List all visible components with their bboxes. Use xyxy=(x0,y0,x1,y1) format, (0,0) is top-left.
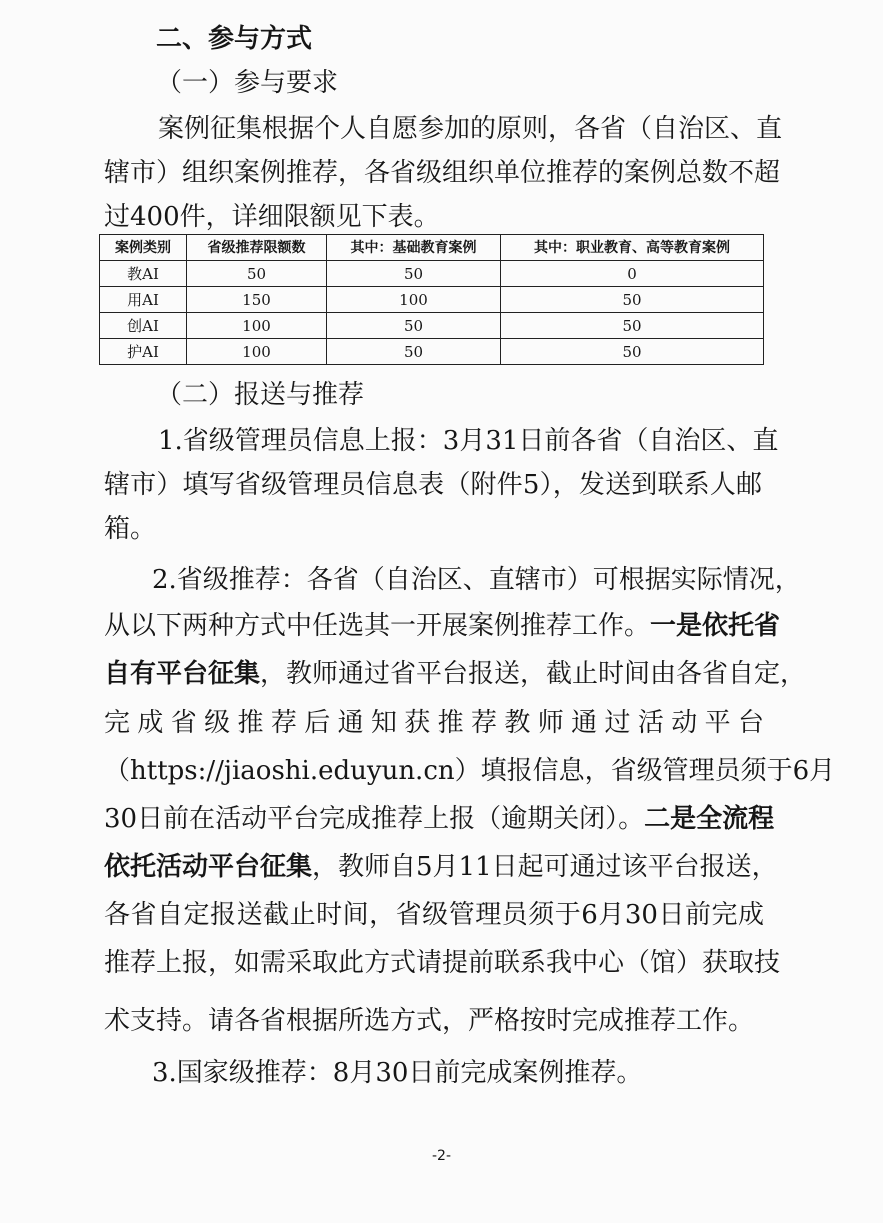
table-row xyxy=(100,313,764,339)
table-row xyxy=(100,261,764,287)
paragraph-line: 案例征集根据个人自愿参加的原则，各省（自治区、直 xyxy=(158,114,783,144)
bold-text: 一是依托省 xyxy=(650,611,781,641)
table-header-cell: 省级推荐限额数 xyxy=(187,235,327,261)
bold-text: 依托活动平台征集 xyxy=(104,852,313,882)
text-span: ，教师通过省平台报送，截止时间由各省自定， xyxy=(260,659,807,689)
table-cell: 100 xyxy=(187,313,327,339)
paragraph-line: 辖市）组织案例推荐，各省级组织单位推荐的案例总数不超 xyxy=(104,158,781,188)
table-cell: 100 xyxy=(187,339,327,365)
text-span: ，教师自5月11日起可通过该平台报送， xyxy=(312,852,778,882)
paragraph-line xyxy=(104,657,807,691)
table-cell: 教AI xyxy=(100,261,187,287)
table-cell: 50 xyxy=(501,339,764,365)
text-span: 从以下两种方式中任选其一开展案例推荐工作。 xyxy=(104,611,651,641)
table-cell: 50 xyxy=(327,313,501,339)
quota-table xyxy=(99,234,764,365)
paragraph-line xyxy=(104,850,778,884)
paragraph-line: 各省自定报送截止时间，省级管理员须于6月30日前完成 xyxy=(104,900,764,930)
table-cell: 50 xyxy=(501,313,764,339)
table-cell: 150 xyxy=(187,287,327,313)
table-cell: 100 xyxy=(327,287,501,313)
subsection-title-1: （一）参与要求 xyxy=(156,68,339,98)
table-cell: 0 xyxy=(501,261,764,287)
paragraph-line: 过400件，详细限额见下表。 xyxy=(104,202,440,232)
paragraph-line: 3.国家级推荐：8月30日前完成案例推荐。 xyxy=(152,1058,643,1088)
paragraph-line xyxy=(104,609,781,643)
table-cell: 50 xyxy=(501,287,764,313)
table-cell: 用AI xyxy=(100,287,187,313)
paragraph-line xyxy=(104,802,775,836)
paragraph-line: 箱。 xyxy=(104,514,157,544)
paragraph-line: 1.省级管理员信息上报：3月31日前各省（自治区、直 xyxy=(158,426,779,456)
bold-text: 二是全流程 xyxy=(644,804,775,834)
table-row xyxy=(100,287,764,313)
table-header-cell: 案例类别 xyxy=(100,235,187,261)
table-header-cell: 其中：基础教育案例 xyxy=(327,235,501,261)
paragraph-line: 辖市）填写省级管理员信息表（附件5），发送到联系人邮 xyxy=(104,470,762,500)
table-cell: 创AI xyxy=(100,313,187,339)
table-cell: 50 xyxy=(327,261,501,287)
table-cell: 护AI xyxy=(100,339,187,365)
paragraph-line: 2.省级推荐：各省（自治区、直辖市）可根据实际情况， xyxy=(152,565,801,595)
paragraph-line: 推荐上报，如需采取此方式请提前联系我中心（馆）获取技 xyxy=(104,948,781,978)
table-row xyxy=(100,339,764,365)
bold-text: 自有平台征集 xyxy=(104,659,261,689)
page-number: -2- xyxy=(431,1148,451,1164)
table-cell: 50 xyxy=(187,261,327,287)
paragraph-line: 术支持。请各省根据所选方式，严格按时完成推荐工作。 xyxy=(104,1006,755,1036)
table-cell: 50 xyxy=(327,339,501,365)
text-span: 30日前在活动平台完成推荐上报（逾期关闭）。 xyxy=(104,804,645,834)
subsection-title-2: （二）报送与推荐 xyxy=(156,380,365,410)
table-header-cell: 其中：职业教育、高等教育案例 xyxy=(501,235,764,261)
paragraph-line: （https://jiaoshi.eduyun.cn）填报信息，省级管理员须于6月 xyxy=(104,756,836,786)
section-title: 二、参与方式 xyxy=(156,24,313,54)
table-header-row xyxy=(100,235,764,261)
paragraph-line: 完成省级推荐后通知获推荐教师通过活动平台 xyxy=(104,708,764,738)
